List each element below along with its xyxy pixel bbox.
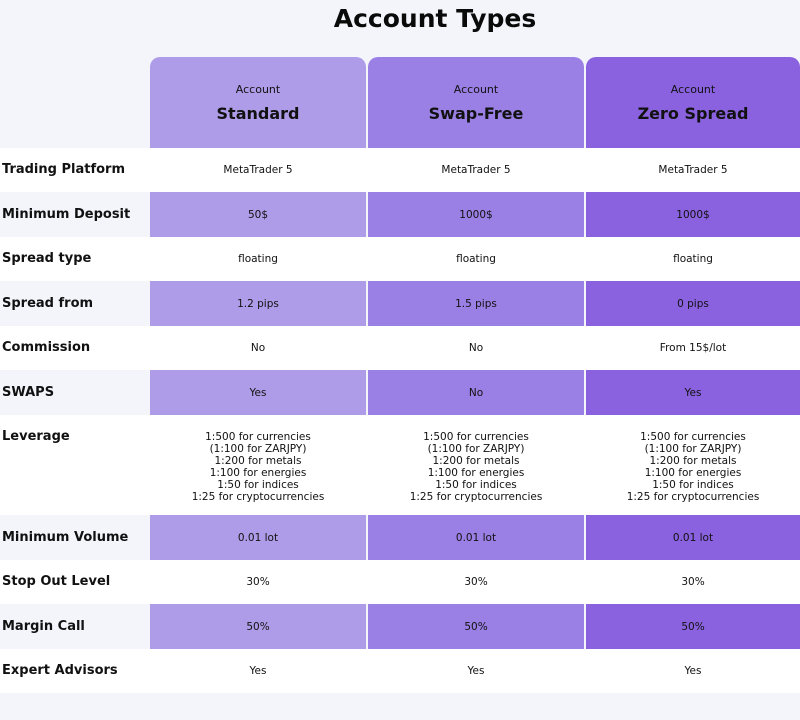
table-row xyxy=(0,148,800,192)
leverage-line: 1:200 for metals xyxy=(649,455,737,467)
table-cell: 50% xyxy=(368,604,584,649)
table-cell: 50% xyxy=(586,604,800,649)
leverage-line: 1:100 for energies xyxy=(209,467,307,479)
leverage-line: (1:100 for ZARJPY) xyxy=(427,443,525,455)
table-cell: 0 pips xyxy=(586,281,800,326)
column-header-caption: Account xyxy=(453,83,499,96)
leverage-line: 1:500 for currencies xyxy=(640,431,746,443)
leverage-line: 1:25 for cryptocurrencies xyxy=(626,491,760,503)
table-row xyxy=(0,281,800,326)
column-header-standard xyxy=(150,57,366,148)
table-row xyxy=(0,192,800,237)
table-cell: No xyxy=(468,342,484,354)
table-cell: Yes xyxy=(150,370,366,415)
column-header-caption: Account xyxy=(670,83,716,96)
column-header-caption: Account xyxy=(235,83,281,96)
leverage-line: 1:25 for cryptocurrencies xyxy=(409,491,543,503)
table-cell: 30% xyxy=(246,576,270,588)
table-cell: No xyxy=(250,342,266,354)
column-header-name: Zero Spread xyxy=(637,104,749,123)
column-header-zero-spread xyxy=(586,57,800,148)
table-cell: floating xyxy=(673,253,713,265)
table-row xyxy=(0,604,800,649)
row-label: Margin Call xyxy=(2,619,85,634)
leverage-line: (1:100 for ZARJPY) xyxy=(644,443,742,455)
leverage-line: 1:100 for energies xyxy=(427,467,525,479)
table-cell: From 15$/lot xyxy=(659,342,727,354)
leverage-line: 1:100 for energies xyxy=(644,467,742,479)
table-cell: 0.01 lot xyxy=(150,515,366,560)
table-row xyxy=(0,237,800,281)
table-cell: Yes xyxy=(586,370,800,415)
page-title: Account Types xyxy=(333,4,537,33)
table-cell: 50$ xyxy=(150,192,366,237)
row-label: Stop Out Level xyxy=(2,574,111,589)
table-cell: 0.01 lot xyxy=(586,515,800,560)
table-cell: 30% xyxy=(681,576,705,588)
table-cell: floating xyxy=(456,253,496,265)
row-label: Leverage xyxy=(2,429,70,444)
leverage-line: 1:200 for metals xyxy=(214,455,302,467)
table-cell: No xyxy=(368,370,584,415)
table-cell: 1.2 pips xyxy=(150,281,366,326)
table-cell: Yes xyxy=(467,665,485,677)
row-label: Commission xyxy=(2,340,91,355)
table-cell: 50% xyxy=(150,604,366,649)
row-label: Trading Platform xyxy=(2,162,125,177)
table-cell: floating xyxy=(238,253,278,265)
table-cell: Yes xyxy=(684,665,702,677)
table-row xyxy=(0,515,800,560)
table-row xyxy=(0,560,800,604)
row-label: SWAPS xyxy=(2,385,55,400)
leverage-line: 1:50 for indices xyxy=(435,479,517,491)
leverage-line: 1:500 for currencies xyxy=(205,431,311,443)
page-bottom-background xyxy=(0,693,800,720)
column-header-swap-free xyxy=(368,57,584,148)
table-cell: MetaTrader 5 xyxy=(658,164,728,176)
leverage-line: 1:50 for indices xyxy=(652,479,734,491)
leverage-line: 1:50 for indices xyxy=(217,479,299,491)
table-cell: 1.5 pips xyxy=(368,281,584,326)
table-cell xyxy=(586,415,800,515)
leverage-line: 1:25 for cryptocurrencies xyxy=(191,491,325,503)
row-label: Minimum Volume xyxy=(2,530,129,545)
table-cell: Yes xyxy=(249,665,267,677)
leverage-line: (1:100 for ZARJPY) xyxy=(209,443,307,455)
table-cell xyxy=(150,415,366,515)
row-label: Minimum Deposit xyxy=(2,207,131,222)
table-cell: 30% xyxy=(464,576,488,588)
table-cell: 1000$ xyxy=(586,192,800,237)
table-cell: MetaTrader 5 xyxy=(441,164,511,176)
column-header-name: Standard xyxy=(216,104,300,123)
leverage-line: 1:500 for currencies xyxy=(423,431,529,443)
table-cell: 0.01 lot xyxy=(368,515,584,560)
table-row xyxy=(0,415,800,515)
row-label: Spread type xyxy=(2,251,92,266)
row-label: Spread from xyxy=(2,296,94,311)
table-cell xyxy=(368,415,584,515)
table-cell: MetaTrader 5 xyxy=(223,164,293,176)
column-header-name: Swap-Free xyxy=(428,104,524,123)
table-row xyxy=(0,649,800,693)
table-cell: 1000$ xyxy=(368,192,584,237)
table-row xyxy=(0,370,800,415)
table-row xyxy=(0,326,800,370)
row-label: Expert Advisors xyxy=(2,663,118,678)
leverage-line: 1:200 for metals xyxy=(432,455,520,467)
